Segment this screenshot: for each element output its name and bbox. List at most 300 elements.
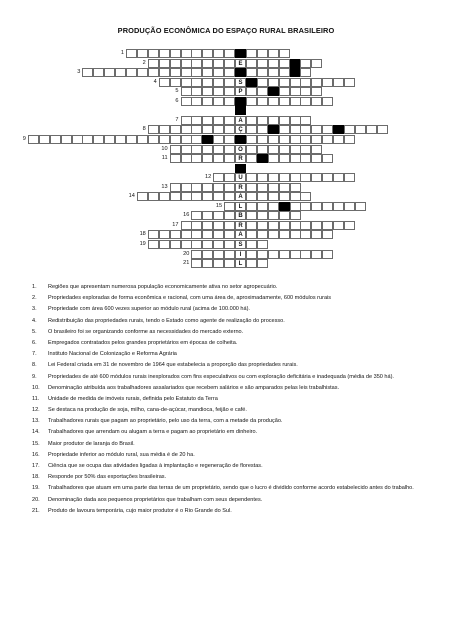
- answer-cell[interactable]: [366, 125, 377, 134]
- answer-cell[interactable]: [333, 221, 344, 230]
- answer-cell[interactable]: [202, 97, 213, 106]
- answer-cell[interactable]: [191, 211, 202, 220]
- answer-cell[interactable]: [290, 183, 301, 192]
- answer-cell[interactable]: [224, 173, 235, 182]
- answer-cell[interactable]: [322, 173, 333, 182]
- answer-cell[interactable]: [300, 59, 311, 68]
- answer-cell[interactable]: [311, 125, 322, 134]
- answer-cell[interactable]: [268, 49, 279, 58]
- answer-cell[interactable]: [181, 135, 192, 144]
- answer-cell[interactable]: [191, 87, 202, 96]
- answer-cell[interactable]: [202, 116, 213, 125]
- answer-cell[interactable]: [279, 250, 290, 259]
- answer-cell[interactable]: [213, 116, 224, 125]
- answer-cell[interactable]: [191, 59, 202, 68]
- answer-cell[interactable]: [39, 135, 50, 144]
- answer-cell[interactable]: [159, 125, 170, 134]
- answer-cell[interactable]: [246, 59, 257, 68]
- answer-cell[interactable]: [202, 211, 213, 220]
- answer-cell[interactable]: [311, 202, 322, 211]
- answer-cell[interactable]: [279, 87, 290, 96]
- answer-cell[interactable]: [213, 145, 224, 154]
- answer-cell[interactable]: [279, 145, 290, 154]
- answer-cell[interactable]: [268, 116, 279, 125]
- answer-cell[interactable]: [344, 78, 355, 87]
- answer-cell[interactable]: [268, 145, 279, 154]
- answer-cell[interactable]: [322, 221, 333, 230]
- answer-cell[interactable]: [246, 125, 257, 134]
- answer-cell[interactable]: [191, 221, 202, 230]
- answer-cell[interactable]: [300, 230, 311, 239]
- answer-cell[interactable]: [279, 173, 290, 182]
- answer-cell[interactable]: [257, 145, 268, 154]
- answer-cell[interactable]: [126, 49, 137, 58]
- answer-cell[interactable]: [224, 259, 235, 268]
- answer-cell[interactable]: [279, 97, 290, 106]
- answer-cell[interactable]: [93, 135, 104, 144]
- answer-cell[interactable]: [224, 78, 235, 87]
- answer-cell[interactable]: [224, 135, 235, 144]
- answer-cell[interactable]: [322, 78, 333, 87]
- answer-cell[interactable]: [213, 135, 224, 144]
- answer-cell[interactable]: [202, 250, 213, 259]
- answer-cell[interactable]: [181, 116, 192, 125]
- answer-cell[interactable]: [279, 192, 290, 201]
- answer-cell[interactable]: [148, 192, 159, 201]
- answer-cell[interactable]: [322, 250, 333, 259]
- answer-cell[interactable]: [28, 135, 39, 144]
- answer-cell[interactable]: [191, 240, 202, 249]
- answer-cell[interactable]: [311, 230, 322, 239]
- answer-cell[interactable]: [333, 173, 344, 182]
- answer-cell[interactable]: [181, 240, 192, 249]
- answer-cell[interactable]: [322, 97, 333, 106]
- answer-cell[interactable]: [257, 78, 268, 87]
- answer-cell[interactable]: [159, 192, 170, 201]
- answer-cell[interactable]: [213, 87, 224, 96]
- key-letter-cell[interactable]: A: [235, 230, 246, 239]
- answer-cell[interactable]: [279, 135, 290, 144]
- answer-cell[interactable]: [322, 135, 333, 144]
- answer-cell[interactable]: [246, 173, 257, 182]
- answer-cell[interactable]: [290, 154, 301, 163]
- answer-cell[interactable]: [246, 221, 257, 230]
- answer-cell[interactable]: [246, 154, 257, 163]
- answer-cell[interactable]: [279, 230, 290, 239]
- key-letter-cell[interactable]: B: [235, 211, 246, 220]
- key-letter-cell[interactable]: R: [235, 221, 246, 230]
- answer-cell[interactable]: [290, 202, 301, 211]
- answer-cell[interactable]: [202, 49, 213, 58]
- answer-cell[interactable]: [202, 192, 213, 201]
- answer-cell[interactable]: [257, 202, 268, 211]
- answer-cell[interactable]: [344, 221, 355, 230]
- key-letter-cell[interactable]: L: [235, 202, 246, 211]
- answer-cell[interactable]: [279, 221, 290, 230]
- answer-cell[interactable]: [224, 192, 235, 201]
- answer-cell[interactable]: [224, 250, 235, 259]
- answer-cell[interactable]: [246, 97, 257, 106]
- answer-cell[interactable]: [181, 221, 192, 230]
- answer-cell[interactable]: [170, 68, 181, 77]
- answer-cell[interactable]: [279, 68, 290, 77]
- answer-cell[interactable]: [300, 221, 311, 230]
- answer-cell[interactable]: [279, 49, 290, 58]
- answer-cell[interactable]: [268, 221, 279, 230]
- answer-cell[interactable]: [213, 250, 224, 259]
- answer-cell[interactable]: [300, 125, 311, 134]
- answer-cell[interactable]: [191, 259, 202, 268]
- key-letter-cell[interactable]: L: [235, 259, 246, 268]
- answer-cell[interactable]: [159, 240, 170, 249]
- answer-cell[interactable]: [159, 49, 170, 58]
- answer-cell[interactable]: [290, 211, 301, 220]
- answer-cell[interactable]: [355, 202, 366, 211]
- answer-cell[interactable]: [148, 240, 159, 249]
- answer-cell[interactable]: [213, 183, 224, 192]
- answer-cell[interactable]: [268, 183, 279, 192]
- answer-cell[interactable]: [246, 49, 257, 58]
- answer-cell[interactable]: [181, 87, 192, 96]
- answer-cell[interactable]: [137, 135, 148, 144]
- answer-cell[interactable]: [311, 78, 322, 87]
- answer-cell[interactable]: [181, 125, 192, 134]
- answer-cell[interactable]: [290, 173, 301, 182]
- answer-cell[interactable]: [224, 211, 235, 220]
- answer-cell[interactable]: [246, 259, 257, 268]
- answer-cell[interactable]: [202, 183, 213, 192]
- answer-cell[interactable]: [344, 125, 355, 134]
- answer-cell[interactable]: [257, 183, 268, 192]
- answer-cell[interactable]: [257, 59, 268, 68]
- answer-cell[interactable]: [181, 183, 192, 192]
- answer-cell[interactable]: [246, 192, 257, 201]
- answer-cell[interactable]: [268, 230, 279, 239]
- answer-cell[interactable]: [202, 87, 213, 96]
- answer-cell[interactable]: [137, 192, 148, 201]
- answer-cell[interactable]: [268, 135, 279, 144]
- answer-cell[interactable]: [202, 125, 213, 134]
- answer-cell[interactable]: [213, 230, 224, 239]
- answer-cell[interactable]: [246, 240, 257, 249]
- answer-cell[interactable]: [279, 125, 290, 134]
- answer-cell[interactable]: [213, 192, 224, 201]
- answer-cell[interactable]: [333, 202, 344, 211]
- answer-cell[interactable]: [300, 68, 311, 77]
- key-letter-cell[interactable]: R: [235, 154, 246, 163]
- key-letter-cell[interactable]: R: [235, 183, 246, 192]
- answer-cell[interactable]: [311, 221, 322, 230]
- answer-cell[interactable]: [333, 135, 344, 144]
- answer-cell[interactable]: [224, 49, 235, 58]
- answer-cell[interactable]: [191, 97, 202, 106]
- answer-cell[interactable]: [279, 116, 290, 125]
- answer-cell[interactable]: [191, 183, 202, 192]
- answer-cell[interactable]: [257, 173, 268, 182]
- answer-cell[interactable]: [268, 59, 279, 68]
- answer-cell[interactable]: [246, 116, 257, 125]
- answer-cell[interactable]: [159, 68, 170, 77]
- answer-cell[interactable]: [224, 116, 235, 125]
- answer-cell[interactable]: [257, 68, 268, 77]
- answer-cell[interactable]: [224, 183, 235, 192]
- answer-cell[interactable]: [257, 125, 268, 134]
- answer-cell[interactable]: [148, 59, 159, 68]
- answer-cell[interactable]: [159, 230, 170, 239]
- answer-cell[interactable]: [290, 116, 301, 125]
- answer-cell[interactable]: [181, 68, 192, 77]
- answer-cell[interactable]: [257, 87, 268, 96]
- answer-cell[interactable]: [170, 145, 181, 154]
- answer-cell[interactable]: [300, 154, 311, 163]
- answer-cell[interactable]: [159, 78, 170, 87]
- answer-cell[interactable]: [224, 59, 235, 68]
- answer-cell[interactable]: [322, 202, 333, 211]
- answer-cell[interactable]: [344, 135, 355, 144]
- answer-cell[interactable]: [126, 135, 137, 144]
- answer-cell[interactable]: [181, 192, 192, 201]
- answer-cell[interactable]: [202, 145, 213, 154]
- answer-cell[interactable]: [61, 135, 72, 144]
- answer-cell[interactable]: [257, 240, 268, 249]
- answer-cell[interactable]: [257, 250, 268, 259]
- answer-cell[interactable]: [300, 116, 311, 125]
- answer-cell[interactable]: [82, 68, 93, 77]
- answer-cell[interactable]: [104, 135, 115, 144]
- answer-cell[interactable]: [246, 145, 257, 154]
- answer-cell[interactable]: [300, 97, 311, 106]
- answer-cell[interactable]: [268, 192, 279, 201]
- answer-cell[interactable]: [213, 68, 224, 77]
- answer-cell[interactable]: [290, 87, 301, 96]
- answer-cell[interactable]: [257, 49, 268, 58]
- answer-cell[interactable]: [224, 87, 235, 96]
- answer-cell[interactable]: [311, 97, 322, 106]
- answer-cell[interactable]: [268, 68, 279, 77]
- key-letter-cell[interactable]: A: [235, 192, 246, 201]
- answer-cell[interactable]: [170, 125, 181, 134]
- answer-cell[interactable]: [290, 250, 301, 259]
- answer-cell[interactable]: [148, 230, 159, 239]
- answer-cell[interactable]: [300, 250, 311, 259]
- answer-cell[interactable]: [137, 68, 148, 77]
- answer-cell[interactable]: [213, 59, 224, 68]
- answer-cell[interactable]: [224, 154, 235, 163]
- answer-cell[interactable]: [191, 68, 202, 77]
- answer-cell[interactable]: [290, 230, 301, 239]
- answer-cell[interactable]: [148, 49, 159, 58]
- answer-cell[interactable]: [311, 154, 322, 163]
- answer-cell[interactable]: [268, 202, 279, 211]
- answer-cell[interactable]: [300, 173, 311, 182]
- answer-cell[interactable]: [213, 97, 224, 106]
- answer-cell[interactable]: [213, 154, 224, 163]
- answer-cell[interactable]: [322, 230, 333, 239]
- answer-cell[interactable]: [170, 230, 181, 239]
- answer-cell[interactable]: [148, 125, 159, 134]
- key-letter-cell[interactable]: I: [235, 250, 246, 259]
- answer-cell[interactable]: [82, 135, 93, 144]
- answer-cell[interactable]: [137, 49, 148, 58]
- answer-cell[interactable]: [191, 125, 202, 134]
- answer-cell[interactable]: [257, 192, 268, 201]
- answer-cell[interactable]: [213, 49, 224, 58]
- answer-cell[interactable]: [170, 49, 181, 58]
- answer-cell[interactable]: [246, 87, 257, 96]
- answer-cell[interactable]: [191, 250, 202, 259]
- answer-cell[interactable]: [246, 202, 257, 211]
- answer-cell[interactable]: [246, 183, 257, 192]
- answer-cell[interactable]: [224, 240, 235, 249]
- answer-cell[interactable]: [257, 97, 268, 106]
- answer-cell[interactable]: [50, 135, 61, 144]
- answer-cell[interactable]: [224, 202, 235, 211]
- key-letter-cell[interactable]: E: [235, 59, 246, 68]
- answer-cell[interactable]: [300, 87, 311, 96]
- answer-cell[interactable]: [300, 78, 311, 87]
- answer-cell[interactable]: [115, 135, 126, 144]
- answer-cell[interactable]: [181, 97, 192, 106]
- answer-cell[interactable]: [170, 154, 181, 163]
- answer-cell[interactable]: [257, 259, 268, 268]
- key-letter-cell[interactable]: S: [235, 78, 246, 87]
- answer-cell[interactable]: [170, 183, 181, 192]
- answer-cell[interactable]: [93, 68, 104, 77]
- answer-cell[interactable]: [213, 125, 224, 134]
- answer-cell[interactable]: [290, 135, 301, 144]
- answer-cell[interactable]: [202, 259, 213, 268]
- answer-cell[interactable]: [202, 59, 213, 68]
- answer-cell[interactable]: [300, 202, 311, 211]
- answer-cell[interactable]: [224, 230, 235, 239]
- answer-cell[interactable]: [148, 68, 159, 77]
- answer-cell[interactable]: [311, 145, 322, 154]
- answer-cell[interactable]: [104, 68, 115, 77]
- answer-cell[interactable]: [170, 59, 181, 68]
- answer-cell[interactable]: [181, 78, 192, 87]
- answer-cell[interactable]: [311, 135, 322, 144]
- answer-cell[interactable]: [322, 125, 333, 134]
- answer-cell[interactable]: [279, 59, 290, 68]
- answer-cell[interactable]: [213, 259, 224, 268]
- answer-cell[interactable]: [191, 49, 202, 58]
- answer-cell[interactable]: [213, 78, 224, 87]
- answer-cell[interactable]: [257, 230, 268, 239]
- answer-cell[interactable]: [279, 183, 290, 192]
- answer-cell[interactable]: [213, 211, 224, 220]
- answer-cell[interactable]: [191, 192, 202, 201]
- answer-cell[interactable]: [170, 192, 181, 201]
- answer-cell[interactable]: [290, 78, 301, 87]
- answer-cell[interactable]: [181, 230, 192, 239]
- answer-cell[interactable]: [191, 135, 202, 144]
- answer-cell[interactable]: [191, 78, 202, 87]
- key-letter-cell[interactable]: S: [235, 240, 246, 249]
- answer-cell[interactable]: [202, 221, 213, 230]
- answer-cell[interactable]: [224, 68, 235, 77]
- answer-cell[interactable]: [213, 173, 224, 182]
- answer-cell[interactable]: [181, 49, 192, 58]
- answer-cell[interactable]: [159, 59, 170, 68]
- answer-cell[interactable]: [170, 135, 181, 144]
- answer-cell[interactable]: [268, 173, 279, 182]
- answer-cell[interactable]: [333, 78, 344, 87]
- answer-cell[interactable]: [300, 192, 311, 201]
- answer-cell[interactable]: [181, 59, 192, 68]
- answer-cell[interactable]: [115, 68, 126, 77]
- key-letter-cell[interactable]: A: [235, 116, 246, 125]
- answer-cell[interactable]: [246, 211, 257, 220]
- answer-cell[interactable]: [268, 78, 279, 87]
- answer-cell[interactable]: [290, 97, 301, 106]
- answer-cell[interactable]: [268, 97, 279, 106]
- answer-cell[interactable]: [181, 145, 192, 154]
- answer-cell[interactable]: [246, 135, 257, 144]
- answer-cell[interactable]: [148, 135, 159, 144]
- answer-cell[interactable]: [311, 250, 322, 259]
- answer-cell[interactable]: [72, 135, 83, 144]
- answer-cell[interactable]: [246, 68, 257, 77]
- answer-cell[interactable]: [202, 68, 213, 77]
- answer-cell[interactable]: [279, 211, 290, 220]
- answer-cell[interactable]: [159, 135, 170, 144]
- answer-cell[interactable]: [224, 221, 235, 230]
- answer-cell[interactable]: [224, 125, 235, 134]
- answer-cell[interactable]: [290, 192, 301, 201]
- key-letter-cell[interactable]: O: [235, 145, 246, 154]
- answer-cell[interactable]: [126, 68, 137, 77]
- answer-cell[interactable]: [279, 154, 290, 163]
- answer-cell[interactable]: [224, 145, 235, 154]
- answer-cell[interactable]: [268, 250, 279, 259]
- answer-cell[interactable]: [377, 125, 388, 134]
- answer-cell[interactable]: [257, 135, 268, 144]
- answer-cell[interactable]: [202, 240, 213, 249]
- answer-cell[interactable]: [224, 97, 235, 106]
- answer-cell[interactable]: [290, 145, 301, 154]
- answer-cell[interactable]: [290, 125, 301, 134]
- answer-cell[interactable]: [300, 135, 311, 144]
- answer-cell[interactable]: [191, 154, 202, 163]
- answer-cell[interactable]: [344, 173, 355, 182]
- answer-cell[interactable]: [191, 116, 202, 125]
- answer-cell[interactable]: [311, 173, 322, 182]
- answer-cell[interactable]: [268, 211, 279, 220]
- answer-cell[interactable]: [213, 221, 224, 230]
- answer-cell[interactable]: [279, 78, 290, 87]
- key-letter-cell[interactable]: Ç: [235, 125, 246, 134]
- answer-cell[interactable]: [257, 116, 268, 125]
- answer-cell[interactable]: [202, 154, 213, 163]
- answer-cell[interactable]: [257, 211, 268, 220]
- answer-cell[interactable]: [300, 145, 311, 154]
- answer-cell[interactable]: [202, 78, 213, 87]
- answer-cell[interactable]: [355, 125, 366, 134]
- answer-cell[interactable]: [213, 240, 224, 249]
- answer-cell[interactable]: [191, 145, 202, 154]
- answer-cell[interactable]: [170, 240, 181, 249]
- answer-cell[interactable]: [268, 154, 279, 163]
- answer-cell[interactable]: [170, 78, 181, 87]
- key-letter-cell[interactable]: U: [235, 173, 246, 182]
- answer-cell[interactable]: [290, 221, 301, 230]
- answer-cell[interactable]: [257, 221, 268, 230]
- answer-cell[interactable]: [311, 87, 322, 96]
- key-letter-cell[interactable]: P: [235, 87, 246, 96]
- answer-cell[interactable]: [246, 250, 257, 259]
- answer-cell[interactable]: [246, 230, 257, 239]
- answer-cell[interactable]: [322, 154, 333, 163]
